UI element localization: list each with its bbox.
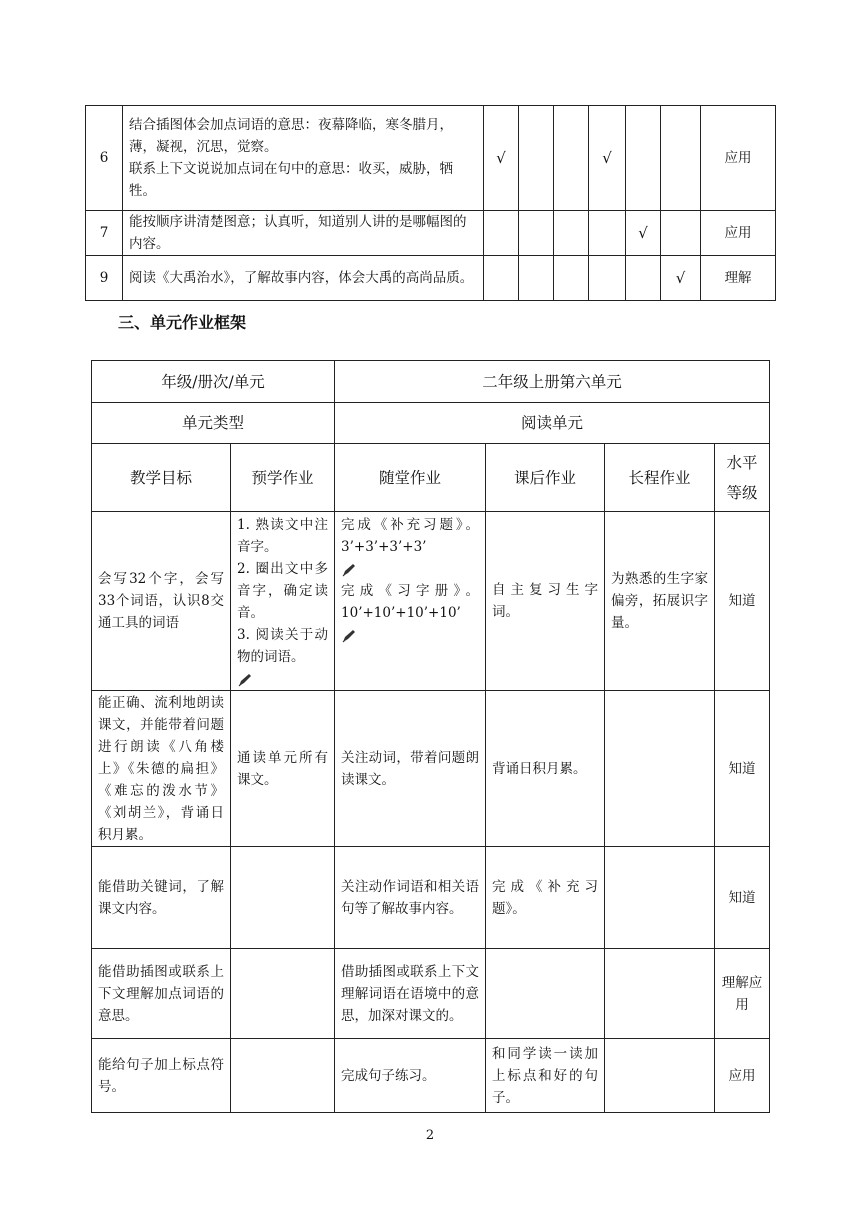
level-cell: 理解应用	[715, 949, 770, 1039]
row-number: 6	[86, 106, 123, 211]
check-cell	[484, 256, 519, 301]
check-cell	[554, 106, 589, 211]
objectives-table	[85, 105, 776, 301]
table-row	[92, 949, 770, 1039]
table-row	[92, 403, 770, 444]
header-long: 长程作业	[605, 444, 715, 512]
page-number: 2	[425, 1128, 435, 1143]
long-cell: 为熟悉的生字家偏旁，拓展识字量。	[605, 512, 715, 691]
table-row	[92, 361, 770, 403]
goal-cell: 能正确、流利地朗读课文，并能带着问题进行朗读《八角楼上》《朱德的扁担》《难忘的泼水节》《刘胡兰》，背诵日积月累。	[92, 691, 231, 847]
check-cell	[589, 256, 626, 301]
table-row	[86, 211, 776, 256]
inclass-cell: 借助插图或联系上下文理解词语在语境中的意思，加深对课文的。	[335, 949, 486, 1039]
content-line: 联系上下文说说加点词在句中的意思：收买，威胁，牺牲。	[129, 161, 453, 199]
goal-cell: 能借助关键词，了解课文内容。	[92, 847, 231, 949]
pre-cell	[231, 847, 335, 949]
inclass-cell: 完成句子练习。	[335, 1039, 486, 1113]
goal-cell: 会写32个字，会写33个词语，认识8交通工具的词语	[92, 512, 231, 691]
content-line: 能按顺序讲清楚图意；认真听，知道别人讲的是哪幅图的内容。	[129, 214, 467, 252]
check-cell	[661, 106, 701, 211]
pre-item: 3. 阅读关于动物的词语。	[237, 627, 329, 665]
table-row	[86, 106, 776, 211]
table-header-row	[92, 444, 770, 512]
check-cell	[554, 211, 589, 256]
pre-item: 1. 熟读文中注音字。	[237, 517, 329, 555]
row-content	[123, 211, 484, 256]
level-cell: 应用	[715, 1039, 770, 1113]
inclass-cell: 关注动作词语和相关语句等了解故事内容。	[335, 847, 486, 949]
long-cell	[605, 949, 715, 1039]
header-inclass: 随堂作业	[335, 444, 486, 512]
long-cell	[605, 847, 715, 949]
check-cell	[626, 106, 661, 211]
table-row	[86, 256, 776, 301]
pre-cell: 通读单元所有课文。	[231, 691, 335, 847]
level-cell: 理解	[701, 256, 776, 301]
pre-cell	[231, 1039, 335, 1113]
table-row	[92, 1039, 770, 1113]
check-cell	[519, 106, 554, 211]
check-cell: √	[661, 256, 701, 301]
long-cell	[605, 691, 715, 847]
content-line: 阅读《大禹治水》，了解故事内容，体会大禹的高尚品质。	[129, 270, 474, 286]
pen-icon	[341, 562, 357, 578]
goal-cell: 能借助插图或联系上下文理解加点词语的意思。	[92, 949, 231, 1039]
inclass-item: 完成《补充习题》。3’+3’+3’+3’	[341, 517, 480, 555]
table-row	[92, 847, 770, 949]
table-row	[92, 512, 770, 691]
header-level: 水平等级	[715, 444, 770, 512]
long-cell	[605, 1039, 715, 1113]
section-heading: 三、单元作业框架	[118, 313, 247, 332]
after-cell: 完成《补充习题》。	[486, 847, 605, 949]
header-pre: 预学作业	[231, 444, 335, 512]
level-cell: 知道	[715, 512, 770, 691]
homework-framework-table	[91, 360, 770, 1113]
check-cell: √	[626, 211, 661, 256]
pre-item: 2. 圈出文中多音字，确定读音。	[237, 561, 329, 621]
check-cell	[519, 211, 554, 256]
table-row	[92, 691, 770, 847]
after-cell: 背诵日积月累。	[486, 691, 605, 847]
unit-type-label: 单元类型	[92, 403, 335, 444]
check-cell	[484, 211, 519, 256]
content-line: 结合插图体会加点词语的意思：夜幕降临，寒冬腊月，薄，凝视，沉思，觉察。	[129, 117, 453, 155]
row-content	[123, 106, 484, 211]
inclass-cell: 关注动词，带着问题朗读课文。	[335, 691, 486, 847]
goal-cell: 能给句子加上标点符号。	[92, 1039, 231, 1113]
inclass-cell	[335, 512, 486, 691]
pen-icon	[341, 628, 357, 644]
level-cell: 知道	[715, 847, 770, 949]
check-cell	[626, 256, 661, 301]
check-cell	[519, 256, 554, 301]
check-cell	[554, 256, 589, 301]
row-number: 7	[86, 211, 123, 256]
inclass-item: 完成《习字册》。10’+10’+10’+10’	[341, 583, 480, 621]
pen-icon	[237, 672, 253, 688]
unit-type-value: 阅读单元	[335, 403, 770, 444]
row-number: 9	[86, 256, 123, 301]
check-cell: √	[589, 106, 626, 211]
after-cell: 自主复习生字词。	[486, 512, 605, 691]
level-cell: 应用	[701, 211, 776, 256]
grade-value: 二年级上册第六单元	[335, 361, 770, 403]
check-cell	[661, 211, 701, 256]
header-goal: 教学目标	[92, 444, 231, 512]
after-cell: 和同学读一读加上标点和好的句子。	[486, 1039, 605, 1113]
row-content	[123, 256, 484, 301]
level-cell: 应用	[701, 106, 776, 211]
pre-cell	[231, 949, 335, 1039]
pre-cell	[231, 512, 335, 691]
grade-label: 年级/册次/单元	[92, 361, 335, 403]
after-cell	[486, 949, 605, 1039]
level-cell: 知道	[715, 691, 770, 847]
header-after: 课后作业	[486, 444, 605, 512]
check-cell: √	[484, 106, 519, 211]
check-cell	[589, 211, 626, 256]
